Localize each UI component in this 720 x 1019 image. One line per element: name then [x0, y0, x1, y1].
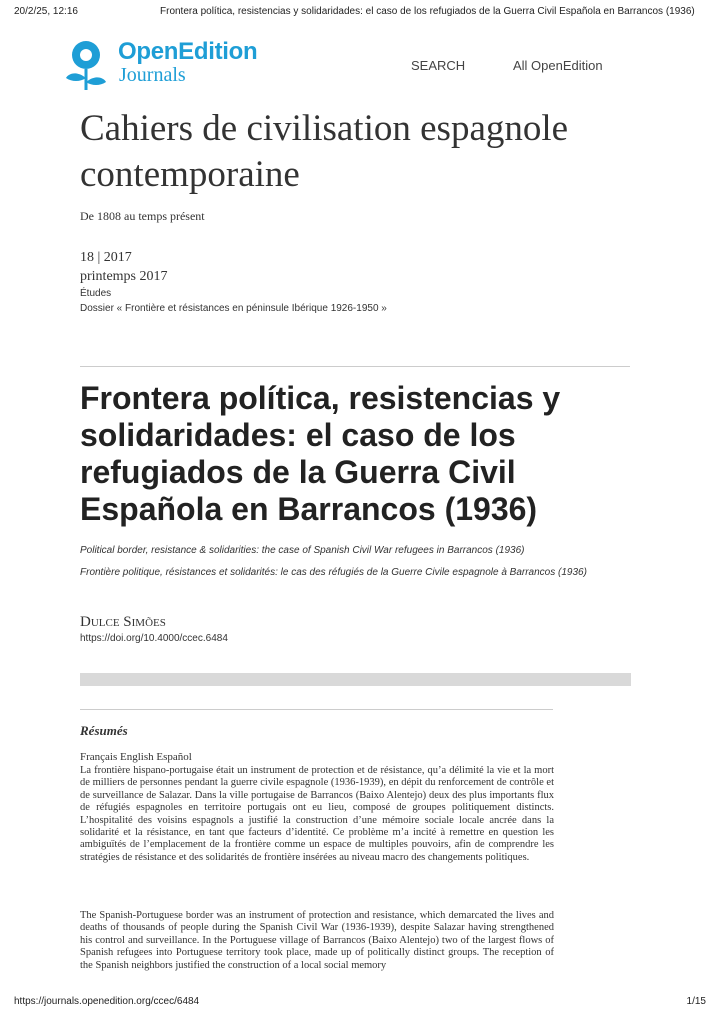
article-title-french: Frontière politique, résistances et solidarités: le cas des réfugiés de la Guerre Civile espagnole à Barrancos (1936) — [80, 567, 587, 578]
print-date: 20/2/25, 12:16 — [14, 6, 78, 17]
nav-search-link[interactable]: SEARCH — [411, 58, 466, 73]
print-url: https://journals.openedition.org/ccec/6484 — [14, 996, 200, 1007]
article-title: Frontera política, resistencias y solidaridades: el caso de los refugiados de la Guerra Civil Española en Barrancos (1936) — [80, 380, 561, 527]
abstracts-heading: Résumés — [80, 723, 128, 738]
toolbar-bar — [80, 673, 631, 686]
issue-number[interactable]: 18 | 2017 — [80, 250, 132, 265]
journal-subtitle: De 1808 au temps présent — [80, 209, 205, 223]
print-page-count: 1/15 — [686, 996, 706, 1007]
abstract-english: The Spanish-Portuguese border was an instrument of protection and resistance, which demarcated the lives and deaths of thousands of people during the Spanish Civil War (1936-1939), despite Salazar having strengthened his control and surveillance. In the Portuguese village of Barrancos (Baixo Alentejo) two of the largest flows of Spanish refugees into Portuguese territory took place, made up of politically distinct groups. The reception of the Spanish neighbors justified the construction of a local social memory — [80, 910, 554, 971]
abstract-language-links[interactable]: Français English Español — [80, 751, 192, 763]
brand-name: OpenEdition — [118, 38, 258, 65]
issue-season[interactable]: printemps 2017 — [80, 269, 168, 284]
author-name[interactable]: Dulce Simões — [80, 614, 166, 630]
dossier-link[interactable]: Dossier « Frontière et résistances en péninsule Ibérique 1926-1950 » — [80, 303, 387, 314]
nav-all-openedition-link[interactable]: All OpenEdition — [513, 58, 603, 73]
abstract-french: La frontière hispano-portugaise était un instrument de protection et de résistance, qu’a délimité la vie et la mort de milliers de personnes pendant la guerre civile espagnole (1936-1939), en dépit du renforcement de contrôle et de surveillance de Salazar. Dans la ville portugaise de Barrancos (Baixo Alentejo) deux des plus importants flux de réfugiés espagnoles en territoire portugais ont eu lieu, composé de groupes politiquement distincts. L’hospitalité des voisins espagnols a justifié la construction d’une mémoire sociale locale ancrée dans la solidarité et la résistance, en tant que facteurs d’identité. Ce problème m’a incité à remettre en question les ambiguïtés de l’emplacement de la frontière comme un espace de multiples pouvoirs, afin de comprendre les stratégies de résistance et des solidarités de frontière insérées au niveau macro des changements politiques. — [80, 765, 554, 863]
openedition-logo[interactable] — [64, 36, 284, 92]
print-title: Frontera política, resistencias y solidaridades: el caso de los refugiados de la Guerra Civil Española en Barrancos (1936) — [160, 6, 695, 17]
openedition-flower-icon — [64, 36, 114, 92]
section-link[interactable]: Études — [80, 288, 112, 299]
brand-sub: Journals — [119, 64, 186, 86]
doi-link[interactable]: https://doi.org/10.4000/ccec.6484 — [80, 633, 228, 644]
divider — [80, 709, 553, 710]
journal-title[interactable]: Cahiers de civilisation espagnole contemporaine — [80, 108, 569, 195]
divider — [80, 366, 630, 367]
article-title-english: Political border, resistance & solidarities: the case of Spanish Civil War refugees in Barrancos (1936) — [80, 545, 525, 556]
